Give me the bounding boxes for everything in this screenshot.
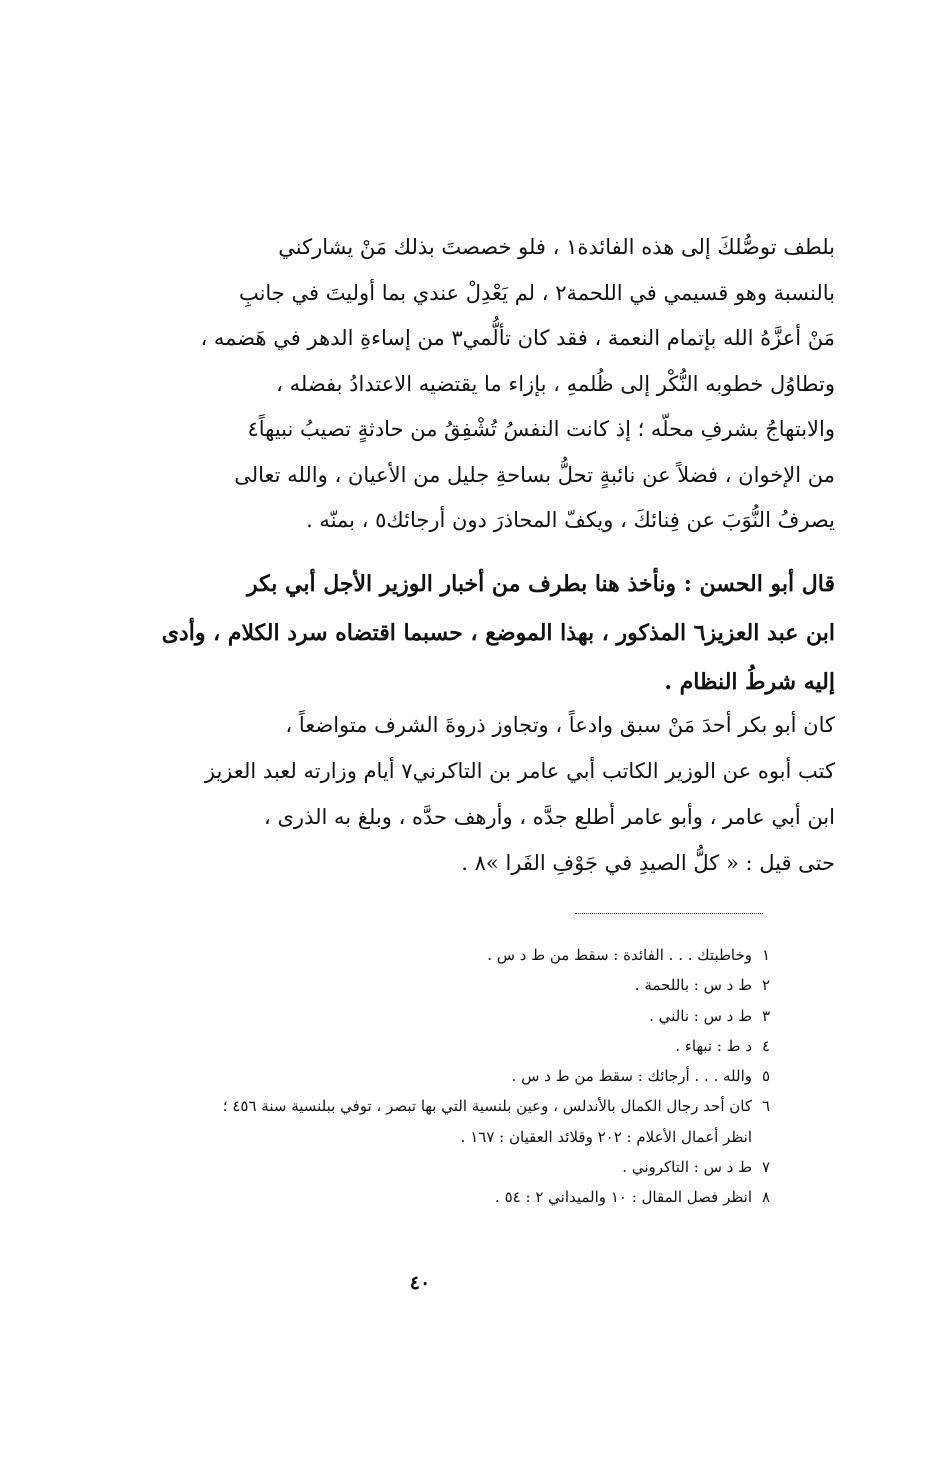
footnote-number: ٤ [761, 1036, 770, 1055]
footnotes [80, 940, 770, 1213]
text-line: بلطف توصُّلكَ إلى هذه الفائدة١ ، فلو خصصتَ بذلك مَنْ يشاركني [278, 235, 835, 259]
footnote-text: وخاطبتك . . . الفائدة : سقط من ط د س . [487, 946, 752, 964]
text-line: حتى قيل : « كلُّ الصيدِ في جَوْفِ الفَرا »٨ . [461, 851, 835, 875]
footnote-number: ٨ [761, 1188, 770, 1207]
footnote [80, 1001, 770, 1031]
footnote [80, 1061, 770, 1091]
footnote [80, 970, 770, 1000]
text-line: يصرفُ النُّوَبَ عن فِنائكَ ، ويكفّ المحاذرَ دون أرجائك٥ ، بمنّه . [306, 508, 835, 532]
footnote-number: ٥ [761, 1067, 770, 1086]
footnote-text: ط د س : باللحمة . [634, 976, 752, 995]
footnote-divider [575, 913, 763, 914]
footnote-text: د ط : نبهاء . [675, 1036, 752, 1055]
text-line: ابن أبي عامر ، وأبو عامر أطلع جدَّه ، وأرهف حدَّه ، وبلغ به الذرى ، [264, 805, 835, 829]
footnote-text: ط د س : التاكروني . [622, 1158, 752, 1177]
footnote [80, 1152, 770, 1182]
page-number: ٤٠ [409, 1272, 431, 1294]
text-line: إليه شرطُ النظام . [664, 669, 835, 695]
footnote-number: ٢ [761, 976, 770, 995]
footnote-continuation: انظر أعمال الأعلام : ٢٠٢ وقلائد العقيان : ١٦٧ . [460, 1127, 752, 1146]
footnote-number: ١ [761, 946, 770, 964]
text-line: كتب أبوه عن الوزير الكاتب أبي عامر بن التاكرني٧ أيام وزارته لعبد العزيز [204, 759, 835, 783]
footnote-number: ٣ [761, 1006, 770, 1025]
paragraph-2-bold [100, 560, 835, 707]
text-line: وتطاوُل خطوبه النُّكْر إلى ظُلمهِ ، بإزاء ما يقتضيه الاعتدادُ بفضله ، [276, 371, 835, 396]
text-line: من الإخوان ، فضلاً عن نائبةٍ تحلُّ بساحةِ جليل من الأعيان ، والله تعالى [234, 462, 835, 487]
text-line: مَنْ أعزَّهُ الله بإتمام النعمة ، فقد كان تألُّمي٣ من إساءةِ الدهر في هَضمه ، [200, 326, 835, 350]
paragraph-1 [100, 225, 835, 544]
footnote-text: ط د س : نالني . [649, 1006, 752, 1025]
footnote-number: ٦ [761, 1097, 770, 1116]
text-line: ابن عبد العزيز٦ المذكور ، بهذا الموضع ، حسبما اقتضاه سرد الكلام ، وأدى [161, 620, 835, 646]
footnote [80, 1091, 770, 1121]
footnote-text: كان أحد رجال الكمال بالأندلس ، وعين بلنسية التي بها تبصر ، توفي ببلنسية سنة ٤٥٦ ؛ [222, 1097, 752, 1116]
text-line: والابتهاجُ بشرفِ محلّه ؛ إذ كانت النفسُ تُشْفِقُ من حادثةٍ تصيبُ نبيهاً٤ [247, 417, 835, 441]
footnote [80, 1031, 770, 1061]
footnote [80, 940, 770, 970]
footnote [80, 1182, 770, 1212]
paragraph-3 [100, 702, 835, 886]
text-line: قال أبو الحسن : ونأخذ هنا بطرف من أخبار الوزير الأجل أبي بكر [246, 571, 835, 597]
text-line: كان أبو بكر أحدَ مَنْ سبق وادعاً ، وتجاوز ذروةَ الشرف متواضعاً ، [285, 713, 835, 737]
footnote-text: والله . . . أرجائك : سقط من ط د س . [511, 1067, 752, 1086]
text-line: بالنسبة وهو قسيمي في اللحمة٢ ، لم يَعْدِلْ عندي بما أوليتَ في جانبِ [238, 280, 835, 305]
footnote-text: انظر فصل المقال : ١٠ والميداني ٢ : ٥٤ . [495, 1188, 752, 1207]
footnote-number: ٧ [761, 1158, 770, 1177]
